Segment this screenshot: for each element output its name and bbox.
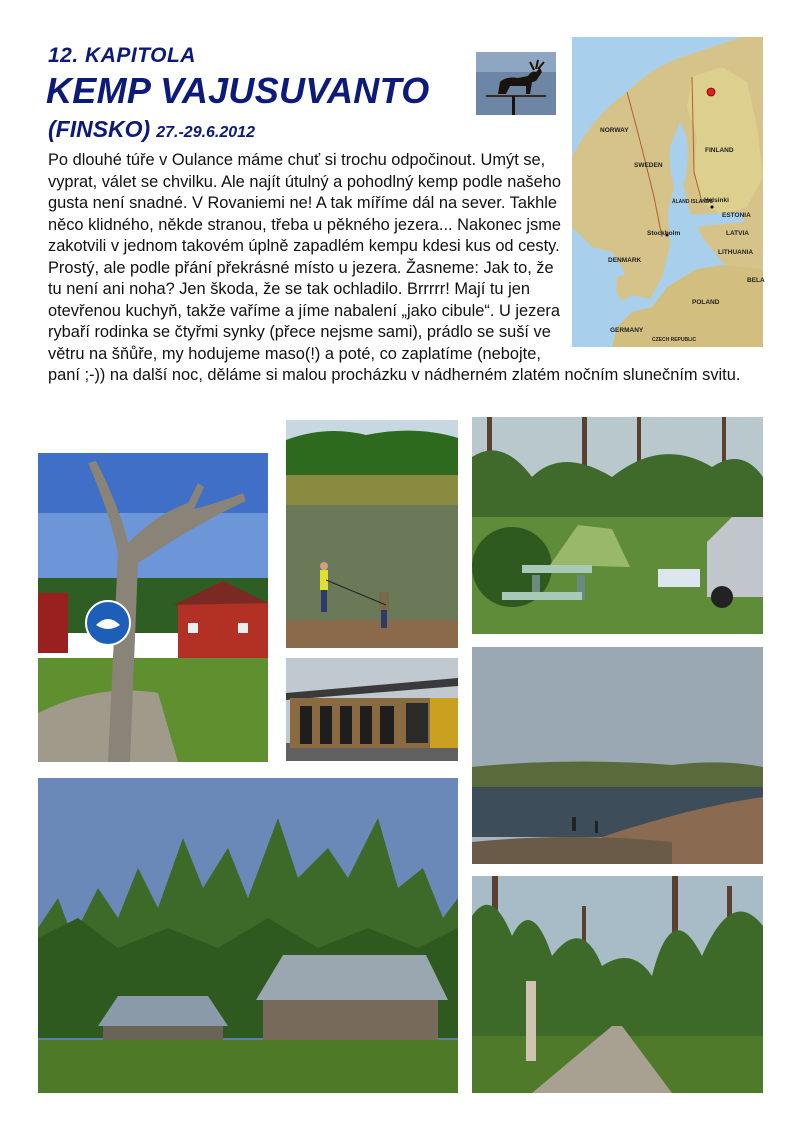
photo-forest-road: [472, 876, 763, 1093]
map-label-sweden: SWEDEN: [634, 162, 663, 169]
trip-dates: 27.-29.6.2012: [156, 124, 255, 141]
country-subtitle: [48, 116, 255, 143]
chapter-label: 12. KAPITOLA: [48, 44, 196, 67]
article-paragraph: Po dlouhé túře v Oulance máme chuť si trochu odpočinout. Umýt se, vyprat, válet se chvilku. Ale najít útulný a pohodlný kemp podle našeho gusta není snadné. V Rovaniemi ne! A tak míříme dál na sever. Takhle něco klidného, někde stranou, třeba u pěkného jezera... Nakonec jsme zakotvili v jednom takovém úplně zapadlém kempu kdesi kus od cesty. Prostý, ale podle přání překrásné místo u jezera. Žasneme: Jak to, že tu není ani noha? Jen škoda, že se tak ochladilo. Brrrrr! Mají tu jen otevřenou kuchyň, takže vaříme a jíme nabalení „jako cibule“. U jezera rybaří rodinka se čtyřmi synky (přece nejsme sami), prádlo se suší ve větru na šňůře, my hodujeme maso(!) a poté, co zaplatíme (nebojte, paní ;-)) na další noc, děláme si malou procházku v nádherném zlatém nočním slunečním svitu.: [48, 151, 741, 384]
map-label-latvia: LATVIA: [726, 230, 749, 237]
map-label-aland: ÅLAND ISLANDS: [672, 199, 713, 205]
moose-sign-photo: [476, 52, 556, 115]
map-label-norway: NORWAY: [600, 127, 629, 134]
map-label-germany: GERMANY: [610, 327, 644, 334]
map-label-stockholm: Stockholm: [647, 230, 681, 237]
photo-wooden-barns: [38, 778, 458, 1093]
map-label-estonia: ESTONIA: [722, 212, 751, 219]
map-label-denmark: DENMARK: [608, 257, 642, 264]
map-label-belarus: BELA: [747, 277, 765, 284]
map-label-helsinki: Helsinki: [704, 197, 729, 204]
photo-shed-building: [286, 658, 458, 761]
photo-camp-tent: [472, 417, 763, 634]
map-label-czech: CZECH REPUBLIC: [652, 337, 697, 343]
map-wrap-spacer: [565, 150, 763, 348]
map-label-lithuania: LITHUANIA: [718, 249, 754, 256]
photo-lake-fishermen: [286, 420, 458, 648]
photo-lake-evening: [472, 647, 763, 864]
article-text: [48, 150, 763, 387]
country-name: (FINSKO): [48, 116, 151, 142]
map-label-finland: FINLAND: [705, 147, 734, 154]
photo-dead-tree-sign: [38, 453, 268, 762]
map-label-poland: POLAND: [692, 299, 720, 306]
page-title: KEMP VAJUSUVANTO: [46, 70, 430, 111]
